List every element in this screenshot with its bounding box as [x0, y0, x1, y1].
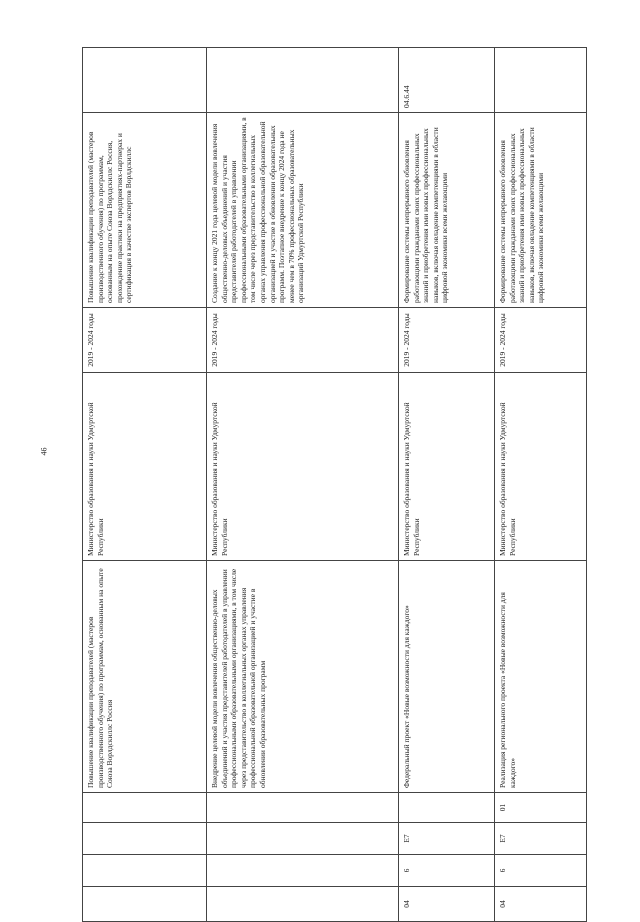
cell-result: Формирование системы непрерывного обновления работающими гражданами своих профессиональных знаний и приобретения ими новых профессиональных навыков, включая овладение компетенциями в области цифровой экономики всеми желающими — [399, 113, 495, 308]
cell-pp: 6 — [495, 855, 587, 887]
cell-period: 2019 - 2024 годы — [495, 308, 587, 373]
cell-executor: Министерство образования и науки Удмуртской Республики — [83, 373, 207, 561]
cell-event: Реализация регионального проекта «Новые возможности для каждого» — [495, 561, 587, 793]
cell-executor: Министерство образования и науки Удмуртской Республики — [207, 373, 399, 561]
cell-m — [207, 793, 399, 823]
cell-gp — [83, 887, 207, 922]
cell-indicator-code — [207, 48, 399, 113]
cell-period: 2019 - 2024 годы — [83, 308, 207, 373]
program-table — [82, 47, 587, 922]
cell-event: Внедрение целевой модели вовлечения общественно-деловых объединений и участия представителей работодателей в управлении профессиональными образовательными организациями, в том числе через представительство в коллегиальных органах управления профессиональной образовательной организацией и участие в обновлении образовательных программ — [207, 561, 399, 793]
cell-pp: 6 — [399, 855, 495, 887]
cell-result: Создание к концу 2021 года целевой модели вовлечения общественно-деловых объединений и участия представителей работодателей в управлении профессиональными образовательными организациями, в том числе через представительство в коллегиальных органах управления профессиональной образовательной организацией и участие в обновлении образовательных программ. Поэтапное внедрение к концу 2024 года не менее чем в 70% профессиональных образовательных организаций Удмуртской Республики — [207, 113, 399, 308]
cell-m — [399, 793, 495, 823]
table-row — [207, 48, 399, 922]
table-row — [495, 48, 587, 922]
cell-om: E7 — [495, 823, 587, 855]
cell-event: Повышение квалификации преподавателей (мастеров производственного обучения) по программам, основанным на опыте Союза Ворлдскиллс Россия — [83, 561, 207, 793]
program-table-rotated — [82, 48, 586, 922]
cell-om — [83, 823, 207, 855]
cell-pp — [83, 855, 207, 887]
cell-om: E7 — [399, 823, 495, 855]
cell-period: 2019 - 2024 годы — [207, 308, 399, 373]
cell-indicator-code — [495, 48, 587, 113]
cell-executor: Министерство образования и науки Удмуртской Республики — [399, 373, 495, 561]
cell-m: 01 — [495, 793, 587, 823]
cell-event: Федеральный проект «Новые возможности для каждого» — [399, 561, 495, 793]
cell-gp: 04 — [495, 887, 587, 922]
cell-period: 2019 - 2024 годы — [399, 308, 495, 373]
table-row — [399, 48, 495, 922]
cell-indicator-code: 04.6.44 — [399, 48, 495, 113]
table-row — [83, 48, 207, 922]
cell-result: Повышение квалификации преподавателей (мастеров производственного обучения) по программам, основанным на опыте Союза Ворлдскиллс Россия, прохождение практики на предприятиях-партнерах и сертификация в качестве экспертов Ворлдскиллс — [83, 113, 207, 308]
page-number: 46 — [39, 447, 49, 456]
cell-executor: Министерство образования и науки Удмуртской Республики — [495, 373, 587, 561]
cell-om — [207, 823, 399, 855]
cell-gp — [207, 887, 399, 922]
cell-indicator-code — [83, 48, 207, 113]
cell-pp — [207, 855, 399, 887]
cell-m — [83, 793, 207, 823]
cell-result: Формирование системы непрерывного обновления работающими гражданами своих профессиональных знаний и приобретения ими новых профессиональных навыков, включая овладение компетенциями в области цифровой экономики всеми желающими — [495, 113, 587, 308]
cell-gp: 04 — [399, 887, 495, 922]
